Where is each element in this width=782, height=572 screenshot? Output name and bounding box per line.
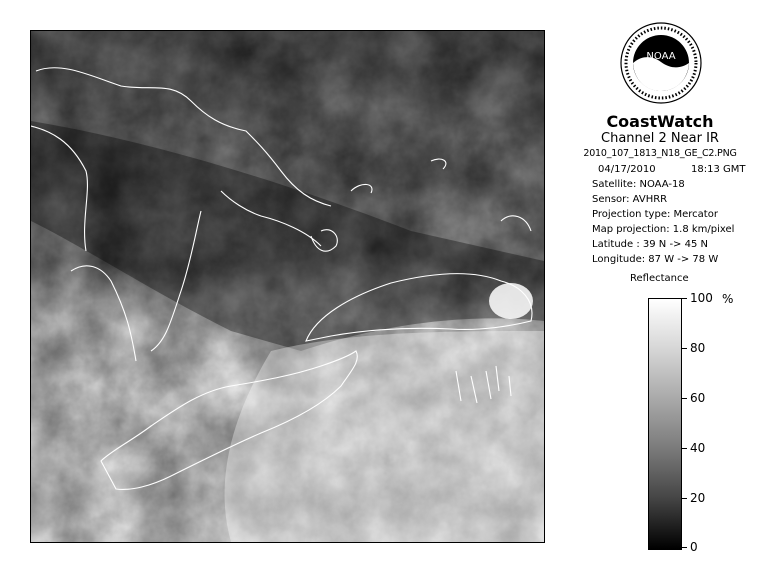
colorbar-tick bbox=[681, 498, 687, 499]
reflectance-colorbar bbox=[648, 298, 682, 550]
map-projection: Map projection: 1.8 km/pixel bbox=[592, 224, 735, 235]
colorbar-label: Reflectance bbox=[630, 273, 689, 284]
colorbar-tick-label: 80 bbox=[690, 341, 706, 355]
noaa-logo bbox=[620, 22, 702, 104]
projection-type: Projection type: Mercator bbox=[592, 209, 718, 220]
longitude-range: Longitude: 87 W -> 78 W bbox=[592, 254, 719, 265]
colorbar-tick-label: 40 bbox=[690, 441, 706, 455]
svg-text:NOAA: NOAA bbox=[646, 51, 676, 62]
colorbar-tick bbox=[681, 448, 687, 449]
colorbar-tick bbox=[681, 547, 687, 548]
colorbar-tick-label: 20 bbox=[690, 491, 706, 505]
colorbar-tick-label: 0 bbox=[690, 540, 698, 554]
channel-title: Channel 2 Near IR bbox=[601, 131, 719, 146]
colorbar-tick bbox=[681, 298, 687, 299]
filename: 2010_107_1813_N18_GE_C2.PNG bbox=[583, 148, 737, 159]
colorbar-unit: % bbox=[722, 292, 734, 306]
colorbar-tick bbox=[681, 348, 687, 349]
acquisition-time: 18:13 GMT bbox=[691, 164, 746, 175]
colorbar-tick-label: 100 bbox=[690, 291, 713, 305]
latitude-range: Latitude : 39 N -> 45 N bbox=[592, 239, 708, 250]
colorbar-tick bbox=[681, 398, 687, 399]
satellite-image bbox=[30, 30, 545, 543]
acquisition-date: 04/17/2010 bbox=[598, 164, 656, 175]
sensor-info: Sensor: AVHRR bbox=[592, 194, 668, 205]
brand-title: CoastWatch bbox=[606, 112, 714, 131]
satellite-info: Satellite: NOAA-18 bbox=[592, 179, 685, 190]
colorbar-tick-label: 60 bbox=[690, 391, 706, 405]
